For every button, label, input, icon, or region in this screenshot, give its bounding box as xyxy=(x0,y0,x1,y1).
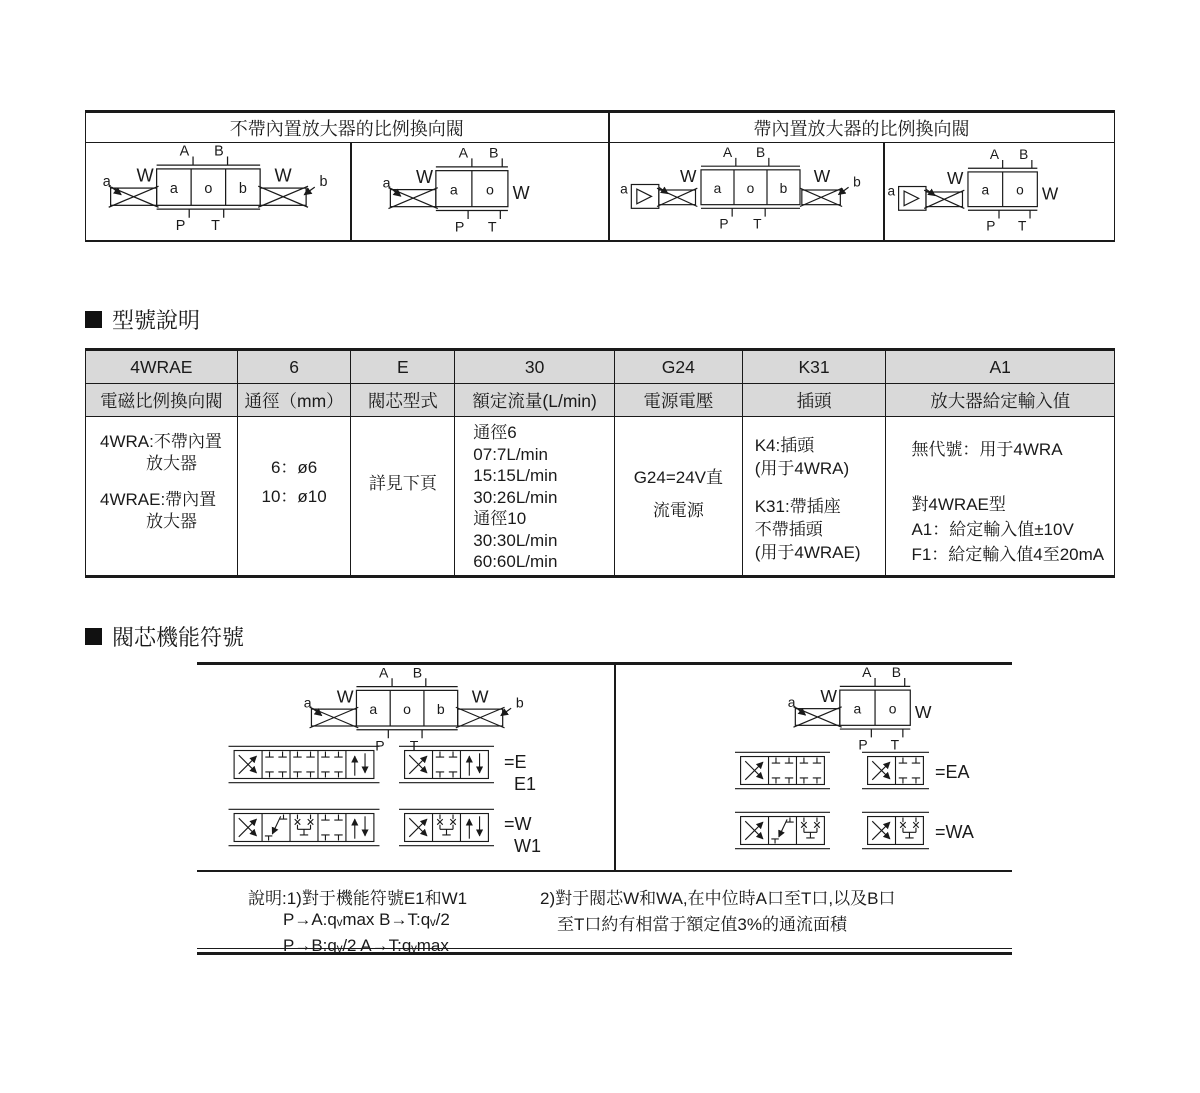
port-label-A: A xyxy=(458,146,469,162)
valve-diagram-4wrae-2pos xyxy=(884,148,1114,236)
code-4wrae: 4WRAE xyxy=(130,356,193,377)
port-label-P: P xyxy=(375,737,385,754)
spring-symbol-right: W xyxy=(512,183,530,204)
spring-symbol-left: W xyxy=(679,165,697,186)
spool-label-w1: W1 xyxy=(514,836,541,856)
divider-center xyxy=(608,113,610,240)
spring-symbol-right: W xyxy=(813,165,831,186)
port-label-A: A xyxy=(179,144,190,160)
pos-label-a: a xyxy=(369,700,378,717)
port-label-T: T xyxy=(211,218,220,235)
amp-label-a: a xyxy=(887,183,896,199)
code-k31: K31 xyxy=(798,356,830,377)
port-label-T: T xyxy=(1018,218,1027,234)
spool-label-e1: E1 xyxy=(514,774,537,794)
spring-symbol-right: W xyxy=(471,686,489,707)
pos-label-a: a xyxy=(981,182,990,198)
port-label-A: A xyxy=(989,148,999,163)
pos-label-a: a xyxy=(713,180,722,196)
spool-symbol-ea-small xyxy=(862,750,929,791)
body-cell-valve-type xyxy=(86,417,238,575)
spool-symbol-ea-main xyxy=(735,750,830,791)
flow-line2: 07:7L/min xyxy=(473,444,548,464)
section-marker-square xyxy=(85,628,102,645)
amp-label-a: a xyxy=(620,181,628,197)
divider-cell1 xyxy=(350,142,352,240)
pos-label-o: o xyxy=(746,180,755,196)
port-label-P: P xyxy=(858,736,868,753)
valve-type-line3: 4WRAE:帶內置 xyxy=(100,490,217,509)
section-title: 型號說明 xyxy=(112,307,201,333)
port-label-B: B xyxy=(755,146,766,160)
voltage-line1: G24=24V直 xyxy=(633,468,723,487)
body-cell-spool xyxy=(351,417,455,575)
label-cell-size xyxy=(238,384,352,417)
spring-symbol-right: W xyxy=(1041,183,1059,204)
port-label-B: B xyxy=(412,666,423,681)
spool-symbol-e-main xyxy=(228,744,380,785)
header-left-label: 不帶內置放大器的比例換向閥 xyxy=(229,118,464,139)
code-g24: G24 xyxy=(661,356,695,377)
spring-symbol-right: W xyxy=(914,701,932,722)
spring-symbol-right: W xyxy=(274,165,292,186)
solenoid-label-a: a xyxy=(787,693,796,710)
input-line4: F1：給定輸入值4至20mA xyxy=(911,545,1105,564)
spool-symbol-w-small xyxy=(399,807,494,848)
section-model-designation xyxy=(85,306,200,332)
valve-diagram-4wra-3pos xyxy=(97,144,337,236)
top-table-header-left xyxy=(86,113,608,143)
code-cell-30 xyxy=(455,351,615,384)
pos-label-a: a xyxy=(853,700,862,717)
pos-label-a: a xyxy=(169,180,178,197)
solenoid-label-b: b xyxy=(515,694,524,711)
spool-label-w: =W xyxy=(504,814,532,834)
section-marker-square xyxy=(85,311,102,328)
plug-line4: 不帶插頭 xyxy=(754,520,823,539)
plug-line5: (用于4WRAE) xyxy=(754,543,861,562)
code-cell-a1 xyxy=(886,351,1114,384)
spool-figure-valve-left xyxy=(298,666,533,756)
valve-type-line1: 4WRA:不帶內置 xyxy=(100,432,222,451)
port-label-P: P xyxy=(986,218,996,234)
pos-label-o: o xyxy=(485,182,494,199)
spool-see-next: 詳見下頁 xyxy=(368,474,437,493)
label-cell-flow xyxy=(455,384,615,417)
note-2-line1: 2)對于閥芯W和WA,在中位時A口至T口,以及B口 xyxy=(540,889,896,908)
label-input: 放大器給定輸入值 xyxy=(930,390,1071,411)
pos-label-b: b xyxy=(779,180,788,196)
port-label-P: P xyxy=(454,219,465,236)
spring-symbol-left: W xyxy=(136,165,154,186)
flow-line3: 15:15L/min xyxy=(473,466,558,485)
body-cell-flow xyxy=(455,417,615,575)
figure-mid-rule xyxy=(197,870,1012,872)
solenoid-label-a: a xyxy=(102,174,111,191)
figure-top-rule xyxy=(197,662,1012,665)
voltage-line2: 流電源 xyxy=(652,501,704,520)
label-cell-voltage xyxy=(615,384,743,417)
flow-line6: 30:30L/min xyxy=(473,530,558,550)
model-designation-table xyxy=(85,348,1115,578)
label-cell-spool xyxy=(351,384,455,417)
spring-symbol-left: W xyxy=(820,686,838,707)
body-cell-input xyxy=(886,417,1114,575)
code-cell-e xyxy=(351,351,455,384)
solenoid-label-b: b xyxy=(853,174,861,190)
label-flow: 額定流量(L/min) xyxy=(472,390,597,411)
port-label-B: B xyxy=(1019,148,1029,163)
code-6: 6 xyxy=(289,356,299,377)
valve-diagram-4wrae-3pos xyxy=(616,146,874,234)
spool-label-wa: =WA xyxy=(935,822,974,842)
valve-type-line4: 放大器 xyxy=(146,512,197,531)
code-30: 30 xyxy=(524,356,545,377)
pos-label-a: a xyxy=(449,182,458,199)
pos-label-b: b xyxy=(238,180,247,197)
input-line2: 對4WRAE型 xyxy=(911,495,1006,514)
spring-symbol-left: W xyxy=(947,167,964,188)
valve-diagram-4wra-2pos xyxy=(377,146,581,237)
label-cell-valve xyxy=(86,384,238,417)
size-line2: 10：ø10 xyxy=(261,487,327,506)
port-label-T: T xyxy=(753,216,762,232)
port-label-A: A xyxy=(378,666,389,681)
note-1-line2: P→A:qᵥmax B→T:qᵥ/2 xyxy=(283,910,450,929)
section-spool-symbols xyxy=(85,623,244,649)
body-cell-plug xyxy=(743,417,887,575)
label-size: 通徑（mm） xyxy=(244,390,344,411)
body-cell-size xyxy=(238,417,352,575)
section-title: 閥芯機能符號 xyxy=(112,624,245,650)
flow-line7: 60:60L/min xyxy=(473,552,558,571)
port-label-B: B xyxy=(891,666,902,681)
flow-line1: 通徑6 xyxy=(473,423,517,442)
code-e: E xyxy=(397,356,409,377)
code-a1: A1 xyxy=(989,356,1011,377)
spool-label-e: =E xyxy=(504,752,527,772)
pos-label-o: o xyxy=(403,700,411,717)
spool-symbol-w-main xyxy=(228,807,380,848)
note-1-line3: P→B:qᵥ/2 A→T:qᵥmax xyxy=(283,936,449,955)
flow-line5: 通徑10 xyxy=(473,509,527,528)
spool-label-ea: =EA xyxy=(935,762,970,782)
label-cell-input xyxy=(886,384,1114,417)
note-2-line2: 至T口約有相當于額定值3%的通流面積 xyxy=(557,915,847,934)
solenoid-label-a: a xyxy=(382,175,391,192)
code-cell-k31 xyxy=(743,351,887,384)
figure-center-divider xyxy=(614,663,616,871)
pos-label-o: o xyxy=(204,180,213,197)
port-label-P: P xyxy=(719,216,729,232)
port-label-T: T xyxy=(487,219,497,236)
port-label-A: A xyxy=(722,146,733,160)
code-cell-6 xyxy=(238,351,352,384)
size-line1: 6：ø6 xyxy=(270,458,318,477)
label-voltage: 電源電壓 xyxy=(643,390,714,411)
label-spool: 閥芯型式 xyxy=(367,390,438,411)
plug-line1: K4:插頭 xyxy=(754,436,815,455)
code-cell-g24 xyxy=(615,351,743,384)
spring-symbol-left: W xyxy=(336,686,354,707)
label-plug: 插頭 xyxy=(796,390,832,411)
pos-label-o: o xyxy=(1016,182,1024,198)
spring-symbol-left: W xyxy=(415,166,433,187)
spool-figure-valve-right xyxy=(782,666,982,755)
input-line1: 無代號：用于4WRA xyxy=(911,440,1063,459)
solenoid-label-a: a xyxy=(303,694,312,711)
pos-label-o: o xyxy=(888,700,897,717)
valve-type-line2: 放大器 xyxy=(146,454,197,473)
code-cell-4wrae xyxy=(86,351,238,384)
solenoid-label-b: b xyxy=(319,174,328,191)
port-label-B: B xyxy=(488,146,499,162)
header-right-label: 帶內置放大器的比例換向閥 xyxy=(753,118,970,139)
label-cell-plug xyxy=(743,384,887,417)
port-label-T: T xyxy=(409,737,419,754)
spool-symbol-wa-main xyxy=(735,810,830,851)
top-table-header-right xyxy=(609,113,1114,143)
port-label-T: T xyxy=(890,736,900,753)
pos-label-b: b xyxy=(436,700,445,717)
body-cell-voltage xyxy=(615,417,743,575)
port-label-P: P xyxy=(175,218,186,235)
spool-symbol-wa-small xyxy=(862,810,929,851)
spool-symbol-e-small xyxy=(399,744,494,785)
port-label-A: A xyxy=(862,666,872,681)
plug-line2: (用于4WRA) xyxy=(754,459,850,478)
input-line3: A1：給定輸入值±10V xyxy=(911,520,1074,539)
port-label-B: B xyxy=(214,144,224,160)
flow-line4: 30:26L/min xyxy=(473,487,558,507)
plug-line3: K31:帶插座 xyxy=(754,497,841,516)
note-1-line1: 說明:1)對于機能符號E1和W1 xyxy=(248,889,468,908)
label-valve: 電磁比例換向閥 xyxy=(100,390,223,411)
